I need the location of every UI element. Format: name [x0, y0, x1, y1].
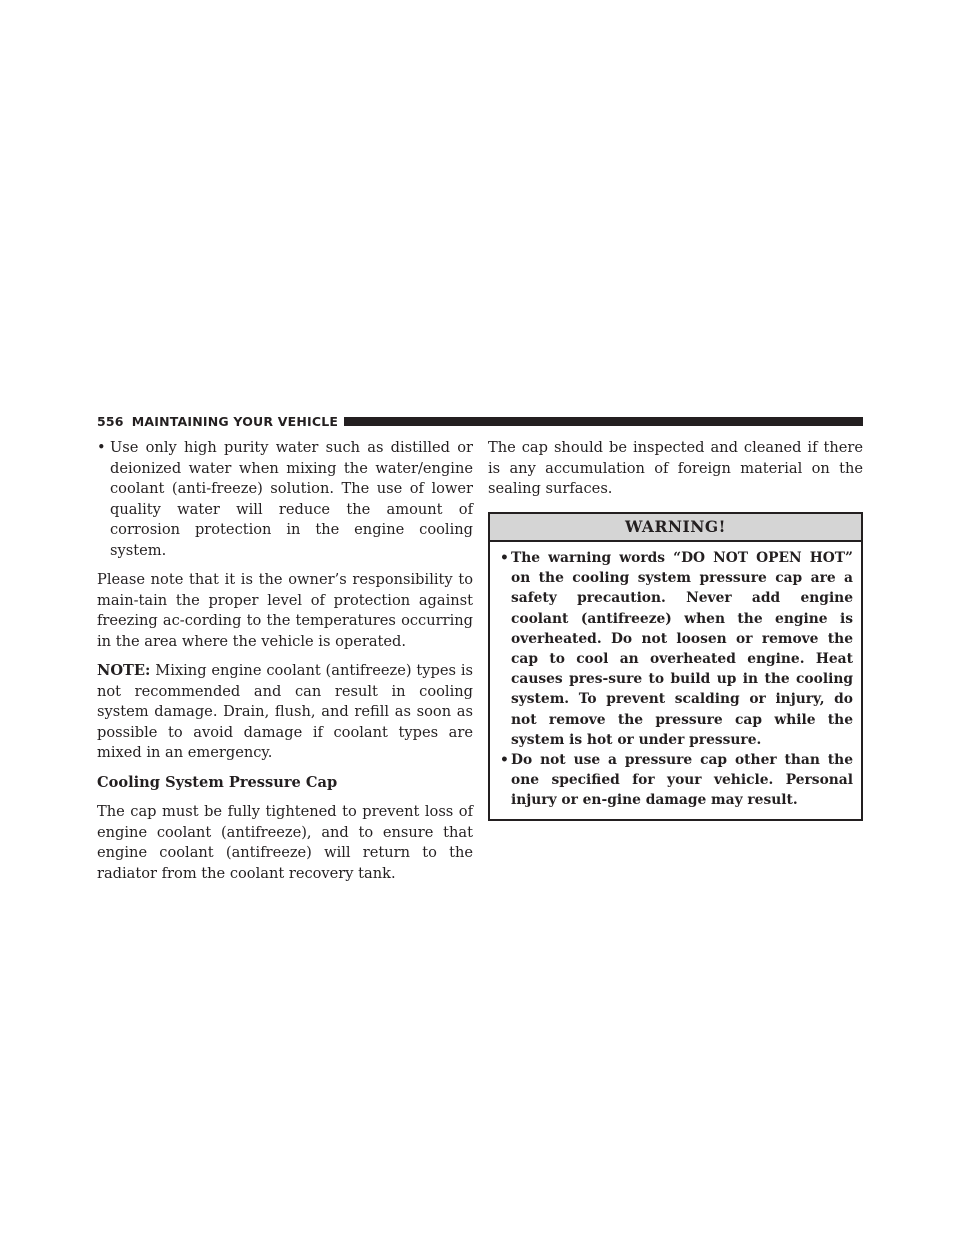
warning-item	[500, 750, 853, 811]
paragraph-owner-responsibility: Please note that it is the owner’s responsibility to main-tain the proper level of protection against freezing ac-cording to the temperatures occurring in the area where the vehicle is operated.	[97, 571, 473, 650]
page-number: 556	[97, 413, 124, 429]
bullet-icon: •	[500, 550, 509, 566]
section-heading: Cooling System Pressure Cap	[97, 773, 338, 791]
warning-item-text: Do not use a pressure cap other than the one specified for your vehicle. Personal injury or en-gine damage may result.	[511, 752, 853, 809]
bullet-icon: •	[500, 752, 509, 769]
section-title: MAINTAINING YOUR VEHICLE	[131, 413, 339, 429]
right-column	[488, 438, 863, 821]
header-rule	[344, 417, 863, 426]
note-text: Mixing engine coolant (antifreeze) types is not recommended and can result in cooling system damage. Drain, flush, and refill as soon as possible to avoid damage if coolant types are mixed in an emergency.	[97, 662, 473, 761]
note-label: NOTE:	[97, 662, 151, 679]
warning-item	[500, 548, 853, 750]
note-paragraph	[97, 661, 473, 764]
list-item	[97, 438, 473, 561]
warning-body	[490, 542, 861, 819]
left-column	[97, 438, 473, 893]
warning-title: WARNING!	[490, 514, 861, 543]
page-header	[97, 413, 863, 429]
paragraph-inspection: The cap should be inspected and cleaned if there is any accumulation of foreign material on the sealing surfaces.	[488, 439, 863, 497]
bullet-text: Use only high purity water such as distilled or deionized water when mixing the water/engine coolant (anti-freeze) solution. The use of lower quality water will reduce the amount of corrosion protection in the engine cooling system.	[110, 439, 473, 559]
bullet-icon: •	[97, 439, 106, 456]
warning-box	[488, 512, 863, 821]
warning-item-text: The warning words “DO NOT OPEN HOT” on the cooling system pressure cap are a safety precaution. Never add engine coolant (antifreeze) when the engine is overheated. Do not loosen or remove the cap to cool an overheated engine. Heat causes pres-sure to build up in the cooling system. To prevent scalding or injury, do not remove the pressure cap while the system is hot or under pressure.	[511, 550, 853, 748]
paragraph-pressure-cap: The cap must be fully tightened to prevent loss of engine coolant (antifreeze), and to ensure that engine coolant (antifreeze) will return to the radiator from the coolant recovery tank.	[97, 803, 473, 882]
